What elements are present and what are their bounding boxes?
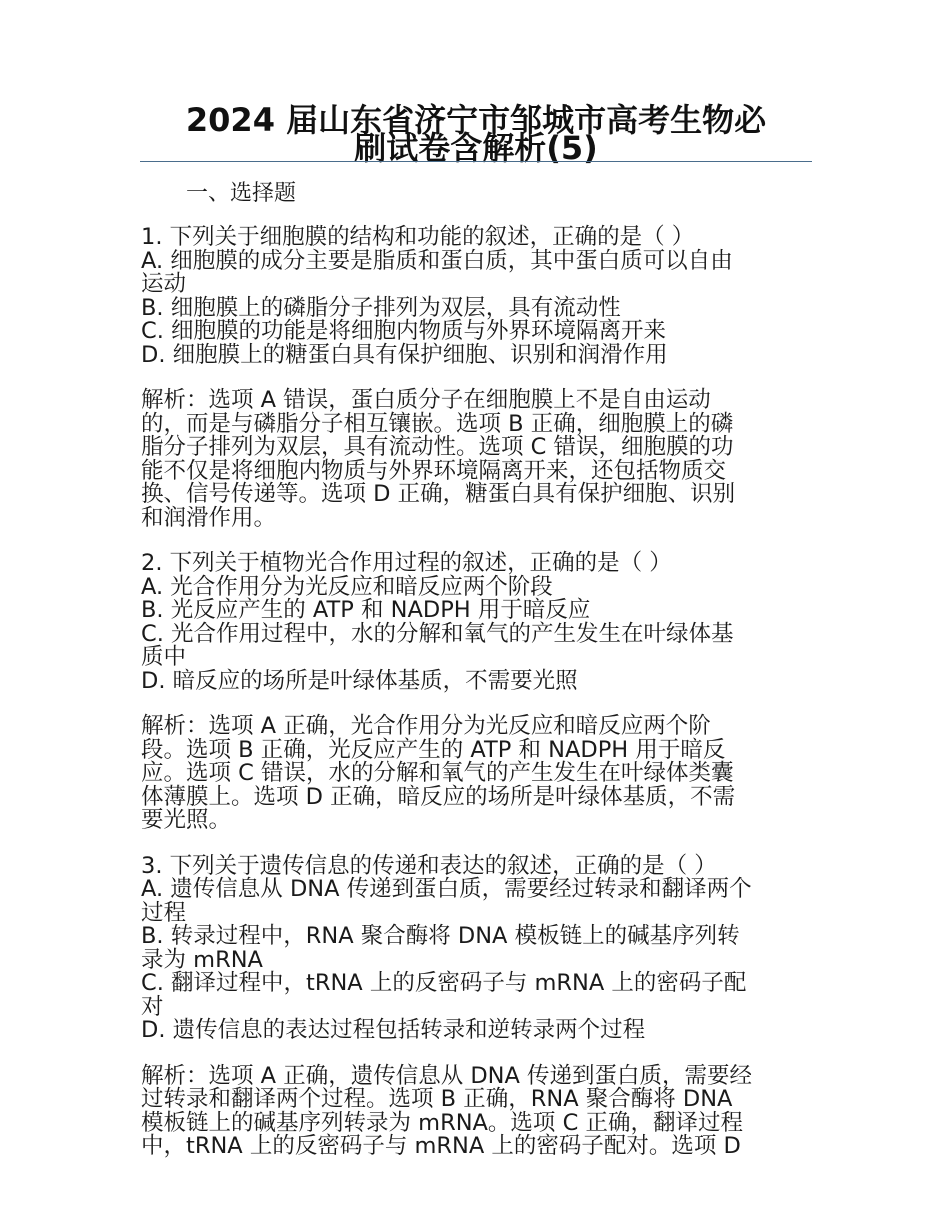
analysis-line: 解析：选项 A 正确，光合作用分为光反应和暗反应两个阶 <box>141 713 711 739</box>
option-line: C. 翻译过程中，tRNA 上的反密码子与 mRNA 上的密码子配 <box>141 970 747 996</box>
analysis-line: 要光照。 <box>141 807 232 833</box>
analysis-line: 过转录和翻译两个过程。选项 B 正确，RNA 聚合酶将 DNA <box>141 1086 733 1112</box>
analysis-line: 换、信号传递等。选项 D 正确，糖蛋白具有保护细胞、识别 <box>141 481 736 507</box>
analysis-line: 模板链上的碱基序列转录为 mRNA。选项 C 正确，翻译过程 <box>141 1109 743 1136</box>
question-1 <box>141 226 813 367</box>
section-heading: 一、选择题 <box>186 181 297 206</box>
document-title <box>140 101 812 167</box>
analysis-line: 的，而是与磷脂分子相互镶嵌。选项 B 正确，细胞膜上的磷 <box>141 410 734 437</box>
option-line: D. 暗反应的场所是叶绿体基质，不需要光照 <box>141 667 578 694</box>
option-line: 录为 mRNA <box>141 946 263 973</box>
option-line: B. 细胞膜上的磷脂分子排列为双层，具有流动性 <box>141 294 621 321</box>
option-line: 运动 <box>141 271 187 297</box>
analysis-line: 段。选项 B 正确，光反应产生的 ATP 和 NADPH 用于暗反 <box>141 736 726 763</box>
analysis-line: 脂分子排列为双层，具有流动性。选项 C 错误，细胞膜的功 <box>141 434 734 460</box>
option-line: D. 遗传信息的表达过程包括转录和逆转录两个过程 <box>141 1017 646 1043</box>
analysis-line: 解析：选项 A 正确，遗传信息从 DNA 传递到蛋白质，需要经 <box>141 1062 753 1089</box>
option-line: C. 光合作用过程中，水的分解和氧气的产生发生在叶绿体基 <box>141 620 734 647</box>
analysis-3 <box>141 1062 813 1159</box>
option-line: A. 细胞膜的成分主要是脂质和蛋白质，其中蛋白质可以自由 <box>141 247 733 274</box>
question-stem: 3. 下列关于遗传信息的传递和表达的叙述，正确的是（ ） <box>141 852 717 879</box>
option-line: C. 细胞膜的功能是将细胞内物质与外界环境隔离开来 <box>141 318 667 344</box>
analysis-line: 和润滑作用。 <box>141 504 277 531</box>
analysis-1 <box>141 389 813 530</box>
option-line: A. 遗传信息从 DNA 传递到蛋白质，需要经过转录和翻译两个 <box>141 876 752 902</box>
option-line: B. 光反应产生的 ATP 和 NADPH 用于暗反应 <box>141 597 591 623</box>
option-line: B. 转录过程中，RNA 聚合酶将 DNA 模板链上的碱基序列转 <box>141 923 740 949</box>
question-stem: 2. 下列关于植物光合作用过程的叙述，正确的是（ ） <box>141 550 672 576</box>
analysis-line: 能不仅是将细胞内物质与外界环境隔离开来，还包括物质交 <box>141 457 727 484</box>
question-3 <box>141 852 813 1043</box>
question-2 <box>141 552 813 693</box>
analysis-2 <box>141 715 813 833</box>
option-line: 对 <box>141 993 164 1020</box>
title-underline <box>140 161 812 162</box>
analysis-line: 应。选项 C 错误，水的分解和氧气的产生发生在叶绿体类囊 <box>141 760 734 786</box>
option-line: A. 光合作用分为光反应和暗反应两个阶段 <box>141 573 553 600</box>
questions-container <box>141 226 813 1181</box>
option-line: D. 细胞膜上的糖蛋白具有保护细胞、识别和润滑作用 <box>141 341 668 368</box>
option-line: 质中 <box>141 644 187 670</box>
question-stem: 1. 下列关于细胞膜的结构和功能的叙述，正确的是（ ） <box>141 224 695 250</box>
option-line: 过程 <box>141 899 187 926</box>
analysis-line: 解析：选项 A 错误，蛋白质分子在细胞膜上不是自由运动 <box>141 387 711 413</box>
analysis-line: 体薄膜上。选项 D 正确，暗反应的场所是叶绿体基质，不需 <box>141 783 736 810</box>
analysis-line: 中，tRNA 上的反密码子与 mRNA 上的密码子配对。选项 D <box>141 1133 741 1159</box>
title-line-2: 刷试卷含解析(5) <box>354 129 598 167</box>
title-line-1: 2024 届山东省济宁市邹城市高考生物必 <box>185 101 767 139</box>
